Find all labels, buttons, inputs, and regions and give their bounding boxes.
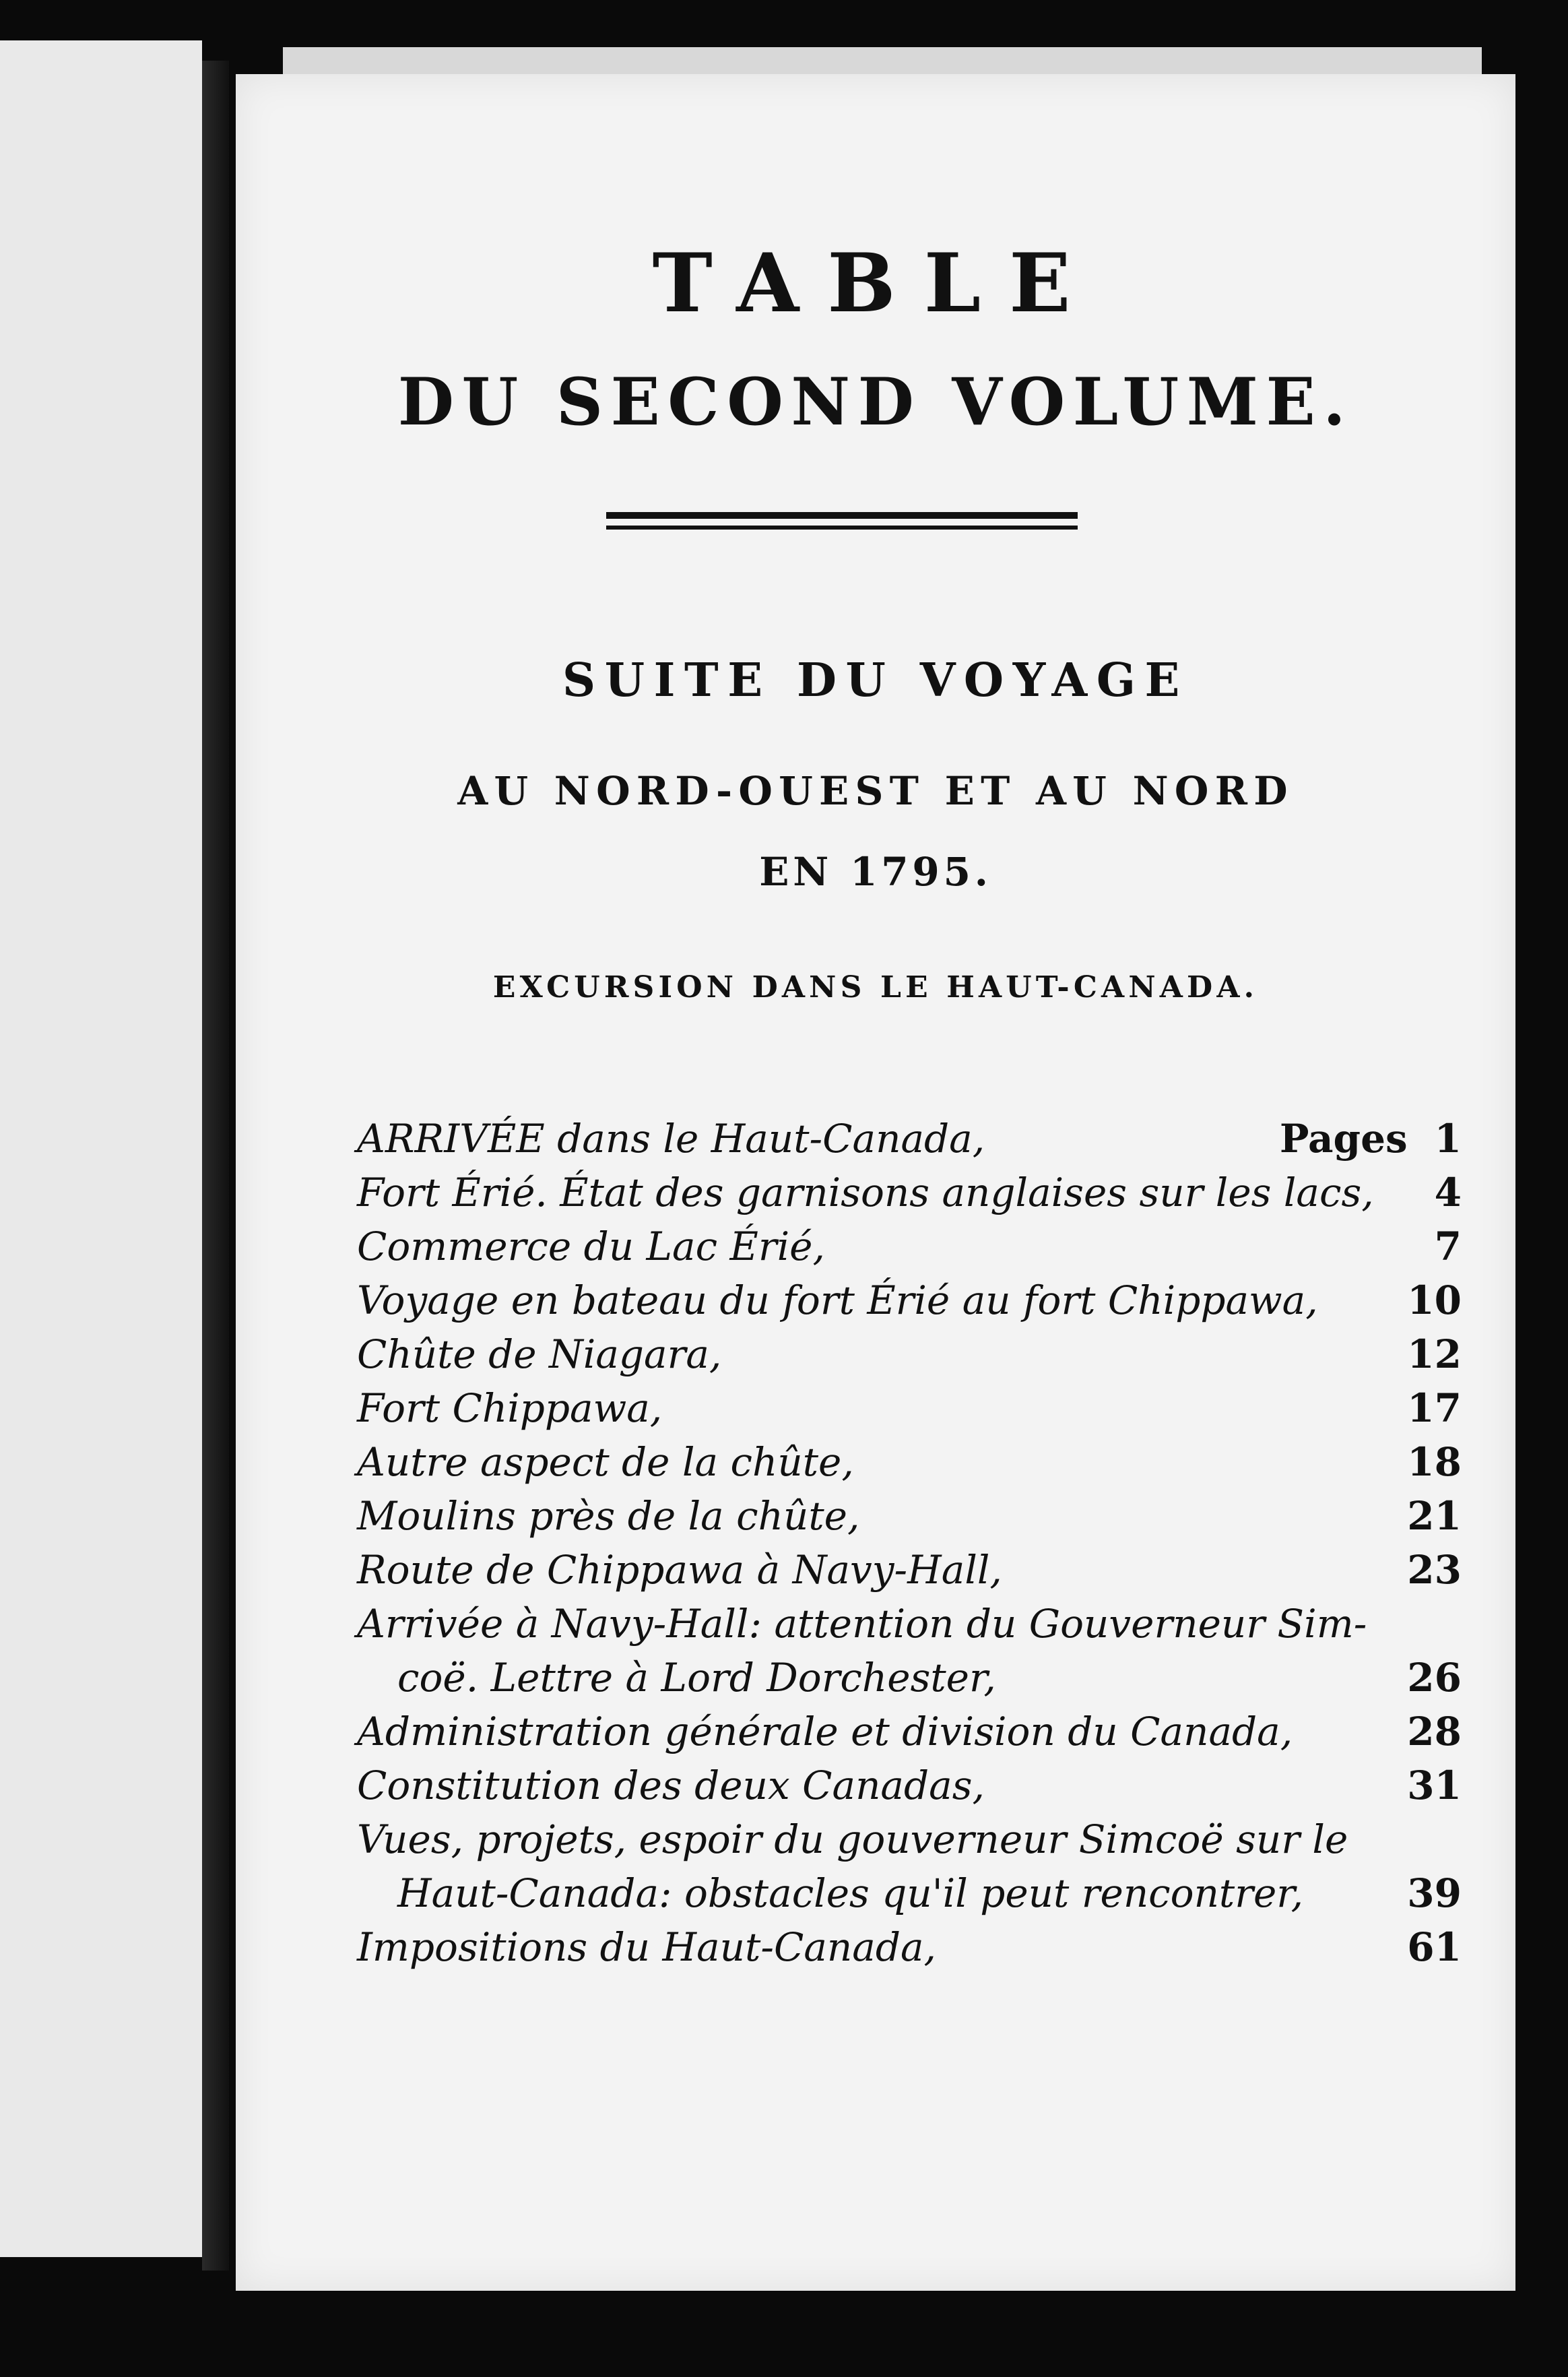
page-number: 17 [1407, 1385, 1462, 1431]
title-rule [606, 512, 1078, 519]
page-number: 61 [1407, 1924, 1462, 1970]
page-number: 18 [1407, 1439, 1462, 1485]
section-heading: SUITE DU VOYAGE [562, 654, 1189, 707]
page-number: 1 [1434, 1116, 1462, 1162]
toc-entry: Route de Chippawa à Navy-Hall, 23 [357, 1543, 1462, 1597]
toc-entry: Impositions du Haut-Canada, 61 [357, 1920, 1462, 1974]
toc-entry: Moulins près de la chûte, 21 [357, 1489, 1462, 1543]
toc-entry: Commerce du Lac Érié, 7 [357, 1219, 1462, 1273]
page-number: 39 [1407, 1870, 1462, 1916]
page-number: 7 [1434, 1224, 1462, 1269]
book-page [236, 74, 1515, 2291]
toc-entry: Autre aspect de la chûte, 18 [357, 1435, 1462, 1489]
section-year: EN 1795. [759, 849, 992, 895]
table-of-contents [357, 1112, 1462, 1974]
toc-entry: Vues, projets, espoir du gouverneur Simcoë sur le Haut-Canada: obstacles qu'il peut rencontrer, 39 [357, 1812, 1462, 1920]
toc-entry: Arrivée à Navy-Hall: attention du Gouverneur Sim- coë. Lettre à Lord Dorchester, 26 [357, 1597, 1462, 1705]
page-number: 4 [1434, 1170, 1462, 1215]
title-rule-thin [606, 526, 1078, 530]
excursion-heading: EXCURSION DANS LE HAUT-CANADA. [492, 970, 1259, 1005]
page-number: 12 [1407, 1331, 1462, 1377]
pages-label: Pages [1279, 1116, 1408, 1162]
toc-entry: ARRIVÉE dans le Haut-Canada, Pages 1 [357, 1116, 1462, 1162]
page-number: 26 [1407, 1655, 1462, 1701]
toc-entry: Voyage en bateau du fort Érié au fort Chippawa, 10 [357, 1273, 1462, 1327]
toc-entry: Fort Chippawa, 17 [357, 1381, 1462, 1435]
page-number: 28 [1407, 1709, 1462, 1754]
toc-entry: Administration générale et division du Canada, 28 [357, 1705, 1462, 1758]
facing-page [0, 40, 202, 2257]
toc-entry: Fort Érié. État des garnisons anglaises sur les lacs, 4 [357, 1166, 1462, 1219]
toc-entry: Constitution des deux Canadas, 31 [357, 1758, 1462, 1812]
toc-entry: Chûte de Niagara, 12 [357, 1327, 1462, 1381]
page-number: 10 [1407, 1277, 1462, 1323]
page-number: 23 [1407, 1547, 1462, 1593]
page-gutter [202, 61, 229, 2271]
page-title: TABLE [652, 236, 1099, 331]
section-subheading: AU NORD-OUEST ET AU NORD [457, 768, 1294, 814]
page-number: 21 [1407, 1493, 1462, 1539]
volume-title: DU SECOND VOLUME. [397, 364, 1354, 440]
page-number: 31 [1407, 1763, 1462, 1808]
